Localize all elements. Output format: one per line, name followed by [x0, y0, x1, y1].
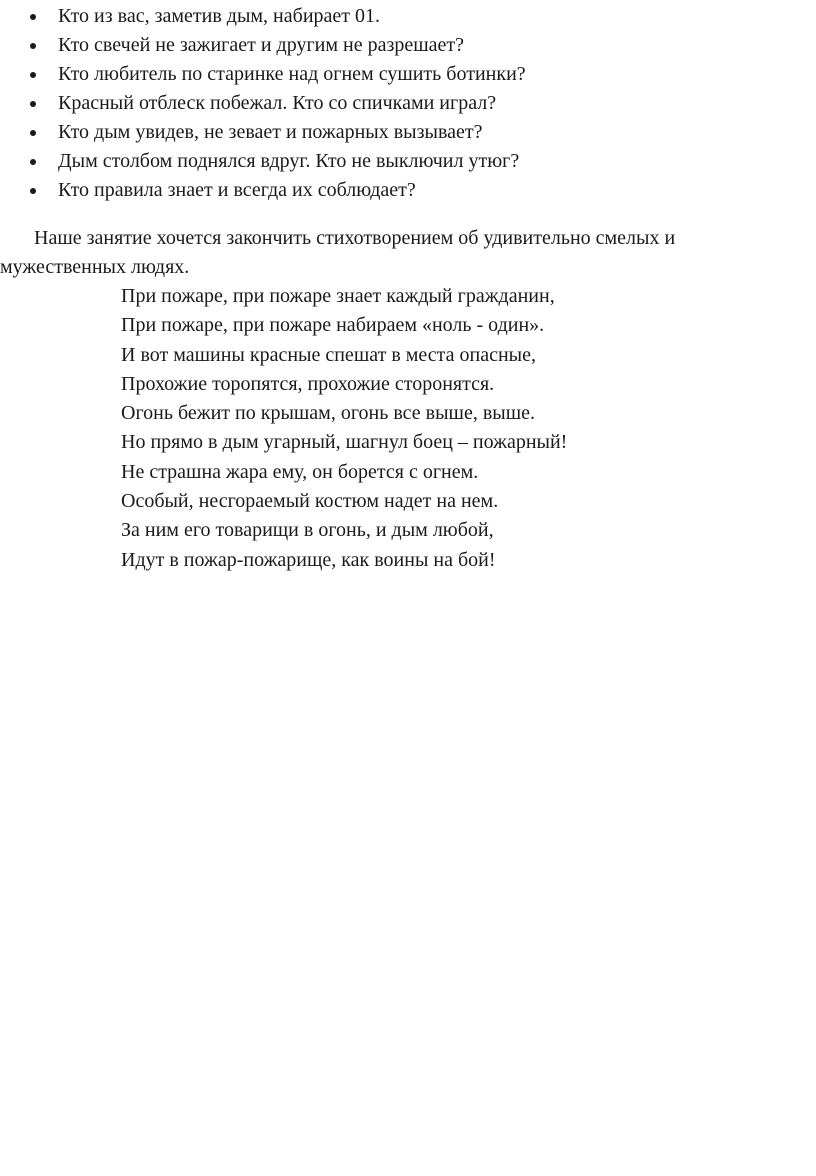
list-item — [0, 149, 816, 178]
question-text: Кто из вас, заметив дым, набирает 01. — [58, 5, 381, 27]
list-item — [0, 178, 816, 207]
list-item — [0, 62, 816, 91]
list-item — [0, 91, 816, 120]
list-item — [0, 120, 816, 149]
bullet-icon — [30, 188, 36, 194]
list-item — [0, 4, 816, 33]
bullet-icon — [30, 101, 36, 107]
poem-line: Особый, несгораемый костюм надет на нем. — [121, 490, 499, 513]
question-text: Кто дым увидев, не зевает и пожарных вызывает? — [58, 121, 483, 143]
question-text: Красный отблеск побежал. Кто со спичками играл? — [58, 92, 497, 114]
question-text: Кто свечей не зажигает и другим не разрешает? — [58, 34, 465, 56]
question-text: Кто любитель по старинке над огнем сушить ботинки? — [58, 63, 526, 85]
bullet-icon — [30, 43, 36, 49]
poem-line: За ним его товарищи в огонь, и дым любой, — [121, 519, 494, 542]
question-text: Дым столбом поднялся вдруг. Кто не выключил утюг? — [58, 150, 520, 172]
bullet-icon — [30, 14, 36, 20]
bullet-icon — [30, 130, 36, 136]
bullet-icon — [30, 72, 36, 78]
poem-line: Но прямо в дым угарный, шагнул боец – пожарный! — [121, 431, 568, 454]
poem-line: При пожаре, при пожаре знает каждый гражданин, — [121, 285, 555, 307]
poem — [121, 284, 801, 577]
question-text: Кто правила знает и всегда их соблюдает? — [58, 179, 416, 201]
list-item — [0, 33, 816, 62]
poem-line: Огонь бежит по крышам, огонь все выше, выше. — [121, 402, 535, 425]
poem-line: Идут в пожар-пожарище, как воины на бой! — [121, 548, 496, 571]
intro-paragraph: Наше занятие хочется закончить стихотворением об удивительно смелых и мужественных людях. — [0, 227, 676, 278]
poem-line: При пожаре, при пожаре набираем «ноль - один». — [121, 314, 545, 337]
poem-line: И вот машины красные спешат в места опасные, — [121, 343, 536, 366]
bullet-icon — [30, 159, 36, 165]
poem-line: Не страшна жара ему, он борется с огнем. — [121, 460, 479, 483]
poem-line: Прохожие торопятся, прохожие сторонятся. — [121, 372, 495, 395]
questions-list — [0, 4, 816, 207]
